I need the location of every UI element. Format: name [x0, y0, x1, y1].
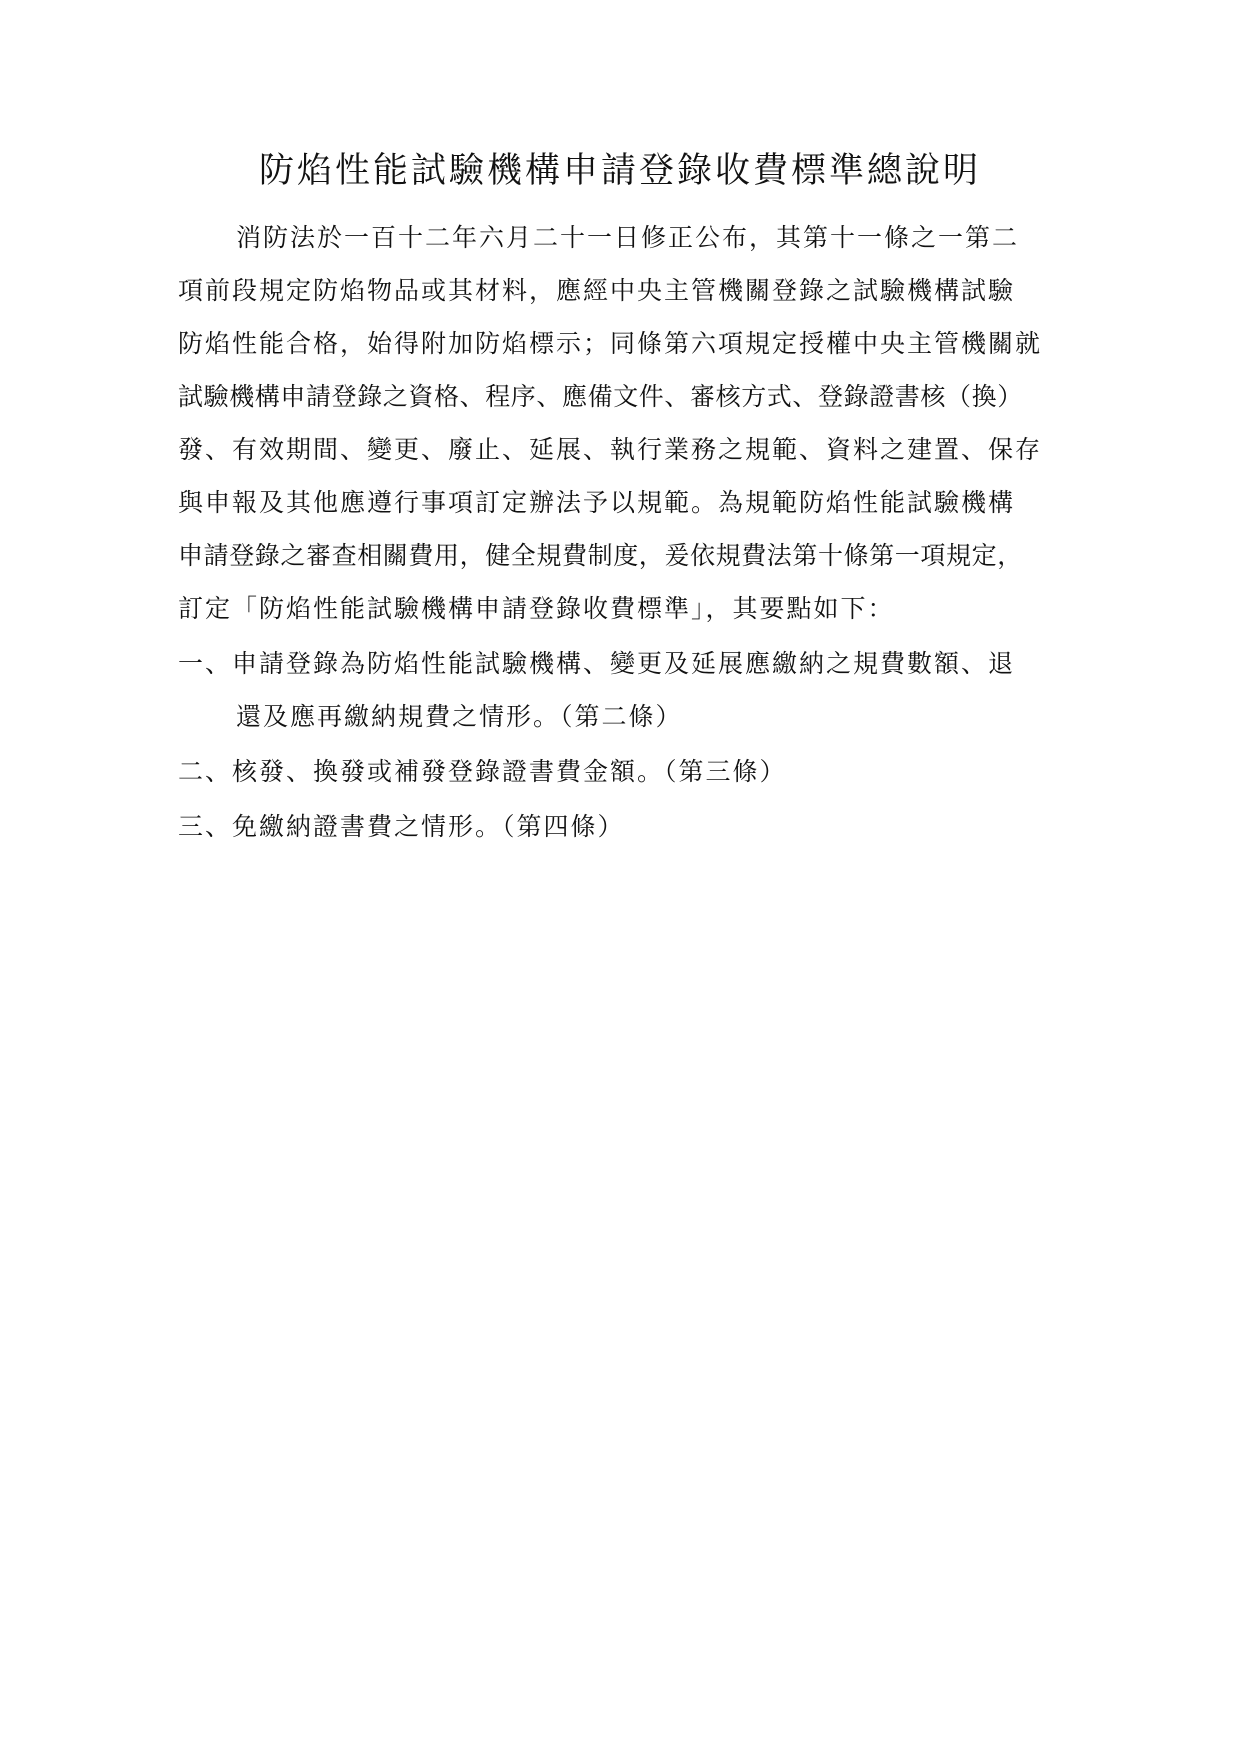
intro-line-4: 試驗機構申請登錄之資格、程序、應備文件、審核方式、登錄證書核（換） [178, 382, 1023, 411]
list-item-1-line-2: 還及應再繳納規費之情形。（第二條） [236, 702, 683, 731]
intro-line-2: 項前段規定防焰物品或其材料，應經中央主管機關登錄之試驗機構試驗 [178, 276, 1016, 305]
intro-line-8: 訂定「防焰性能試驗機構申請登錄收費標準」，其要點如下： [178, 594, 895, 623]
document-body [178, 211, 1098, 853]
intro-line-3: 防焰性能合格，始得附加防焰標示；同條第六項規定授權中央主管機關就 [178, 329, 1043, 358]
intro-line-6: 與申報及其他應遵行事項訂定辦法予以規範。為規範防焰性能試驗機構 [178, 488, 1016, 517]
intro-line-7: 申請登錄之審查相關費用，健全規費制度，爰依規費法第十條第一項規定， [178, 541, 1023, 570]
document-title: 防焰性能試驗機構申請登錄收費標準總說明 [258, 151, 981, 191]
intro-line-1: 消防法於一百十二年六月二十一日修正公布，其第十一條之一第二 [236, 223, 1020, 252]
intro-line-5: 發、有效期間、變更、廢止、延展、執行業務之規範、資料之建置、保存 [178, 435, 1043, 464]
list-item-1-line-1: 一、申請登錄為防焰性能試驗機構、變更及延展應繳納之規費數額、退 [178, 649, 1016, 678]
list-item-3: 三、免繳納證書費之情形。（第四條） [178, 812, 625, 841]
list-item-2: 二、核發、換發或補發登錄證書費金額。（第三條） [178, 757, 787, 786]
